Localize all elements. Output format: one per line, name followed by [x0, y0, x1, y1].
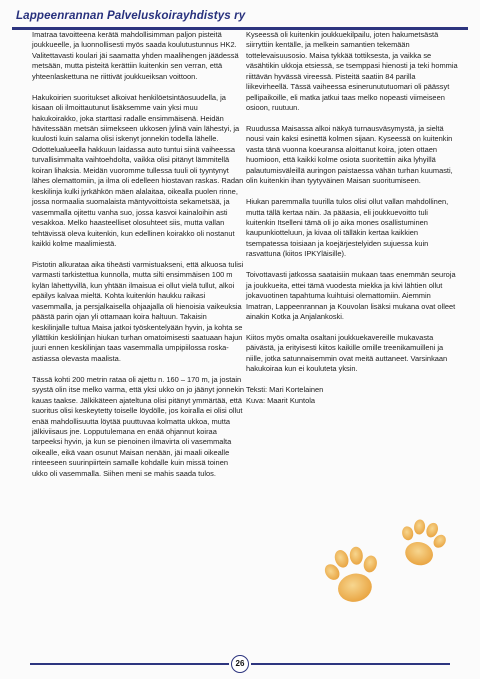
- article-paragraph: Hakukoirien suoritukset alkoivat henkilöetsintäosuudella, ja kisaan oli ilmoittautunut lisäksemme vain yksi muu hakukoirakko, joka starttasi radalle ensimmäisenä. Heidän hävitessään metsän siimekseen ukkosen jylinä vain lähestyi, ja kuulosti kuin salama olisi iskenyt jonnekin todella lähelle. Odottelualueella hakkuun laidassa auto tuntui siinä vaiheessa turvallisimmalta vaihtoehdolta, vaikka olisi pitänyt lämmitellä koiran lihaksia. Meidän vuoromme tullessa tuuli oli tyyntynyt lähes olemattomiin, ja ilma oli edelleen hiostavan raskas. Radan keskilinja kulki jyrkähkön mäen alalaitaa, oikealla puolen rinne, jossa normaalia suomalaista mäntyvoittoista sekametsää, ja vasemmalla ojitettu vanha suo, jossa kasvoi kainaloihin asti vesakkoa. Melko haasteelliset olosuhteet siis, mutta vallan tehtävissä oleva kuitenkin, kun edellinen koirakko oli nostanut kaikki kolme maalimiestä.: [32, 92, 244, 248]
- footer-rule-right: [251, 663, 450, 665]
- article-paragraph: Toivottavasti jatkossa saataisiin mukaan taas enemmän seuroja ja joukkueita, ettei tämä vuodesta miekka ja kivi lähtien ollut jokavuotinen tapahtuma kuihtuisi olemattomiin. Aiemmin Imatran, Lappeenrannan ja Kouvolan lisäksi mukana ovat olleet ainakin Kotka ja Anjalankoski.: [246, 270, 456, 322]
- page-number: 26: [231, 655, 249, 673]
- article-paragraph: Kiitos myös omalta osaltani joukkuekavereille mukavasta päivästä, ja erityisesti kiitos kaikille omille treenikamuilleni ja niille, jotka satunnaisemmin ovat meitä auttaneet. Varsinkaan hakukoiraa kun ei kouluteta yksin.: [246, 332, 448, 374]
- paw-print-small: [393, 515, 451, 571]
- article-paragraph: Pistotin alkurataa aika tiheästi varmistuakseni, että alkuosa tulisi varmasti tarkistettua kunnolla, mutta silti ensimmäisen 100 m kylän lähettyvillä, kun yhtään ilmaisua ei ollut vielä tullut, alkoi epäilys kalvaa mieltä. Kohta kuitenkin haukku raikasi vasemmalla, ja persjalkaisella ohjaajalla oli hienoisia vaikeuksia päästä parin ojan yli ottamaan koira haltuun. Takaisin keskilinjalle tultua Maisa jatkoi työskentelyään hyvin, ja kohta se yllättikin keskilinjan hiukan turhan omatoimisesti saatuaan hajun juuri ennen keskilinjan taas vasemmalla umpipiilossa roska-astiassa olevasta maalista.: [32, 259, 244, 363]
- footer-rule-left: [30, 663, 229, 665]
- article-paragraph: Tässä kohti 200 metrin rataa oli ajettu n. 160 – 170 m, ja jostain syystä olin itse melko varma, että yksi ukko on jo jäänyt jonnekin kauas taakse. Jälkikäteen ajateltuna olisi pitänyt ymmärtää, että suoritus olisi keskeytetty toiselle löydölle, jos koiralla ei olisi ollut enää mahdollisuutta löytää puuttuvaa kolmatta ukkoa, mutta jälkiviisaus jne. Lopputulemana en enää ohjannut koiraa tarpeeksi hyvin, ja kun se pienoinen ilmavirta oli vasemmalta oikealle, eikä vaan osunut Maisan nenään, jäi maali oikealle rinteeseen suurinpiirtein samalle kohdalle kuin missä toinen ukko oli vasemmalla. Siihen meni se mahis saada tulos.: [32, 374, 245, 478]
- article-paragraph: Imatraa tavoitteena kerätä mahdollisimman paljon pisteitä joukkueelle, ja luonnollisesti myös saada koulutustunnus HK2. Valitettavasti koulari jäi saamatta yhden maalihengen jäädessä metsään, mutta pisteitä kerättiin kuitenkin sen verran, että yhteenlaskettuna ne riittivät joukkueiksan voittoon.: [32, 30, 239, 81]
- header-title: Lappeenrannan Palveluskoirayhdistys ry: [16, 9, 246, 22]
- right-column: [246, 30, 459, 416]
- author-credits: Teksti: Mari Kortelainen Kuva: Maarit Kuntola: [246, 385, 324, 405]
- article-paragraph: Kyseessä oli kuitenkin joukkuekilpailu, joten hakumetsästä siirryttiin kentälle, ja melkein samantien tekemään tottelevaisuusosio. Maisa tykkää tottiksesta, ja vaikka se väsähtikin ukkoja etsiessä, se tsemppasi hienosti ja teki hommia riittävän hyvässä vireessä. Pisteitä saatiin 84 parilla liikevirheellä. Tässä vaiheessa esinerunututuomari oli päässyt pellipaikoille, eli matka jatkui taas melko nopeasti viimeiseen osioon, ruutuun.: [246, 30, 458, 113]
- paw-prints-icon: [322, 512, 462, 632]
- article-paragraph: Ruudussa Maisassa alkoi näkyä turnausväsymystä, ja sieltä nousi vain kaksi esinettä kolmen sijaan. Kyseessä on kuitenkin vasta tänä vuonna koeuransa aloittanut koira, joten ottaen huomioon, että kaikki kolme osiota suoritettiin aika lyhyillä palautumisväleillä auringon paistaessa vähän turhan kuumasti, olin kuitenkin ihan tyytyväinen Maisan suoritumiseen.: [246, 124, 453, 186]
- article-paragraph: Hiukan paremmalla tuurilla tulos olisi ollut vallan mahdollinen, mutta tällä kertaa näin. Ja pääasia, eli joukkuevoitto tuli kuitenkin Itselleni tämä oli jo aika mones osallistuminen kaupunkiotteluun, ja kivaa oli tälläkin kertaa kaikkien tsempatessa toisiaan ja koejärjestelyiden sujuessa kuin rasvattuna (kiitos IPKYläisille).: [246, 197, 449, 259]
- left-column: [32, 30, 245, 490]
- paw-print-large: [322, 542, 387, 608]
- page-header: [12, 4, 468, 30]
